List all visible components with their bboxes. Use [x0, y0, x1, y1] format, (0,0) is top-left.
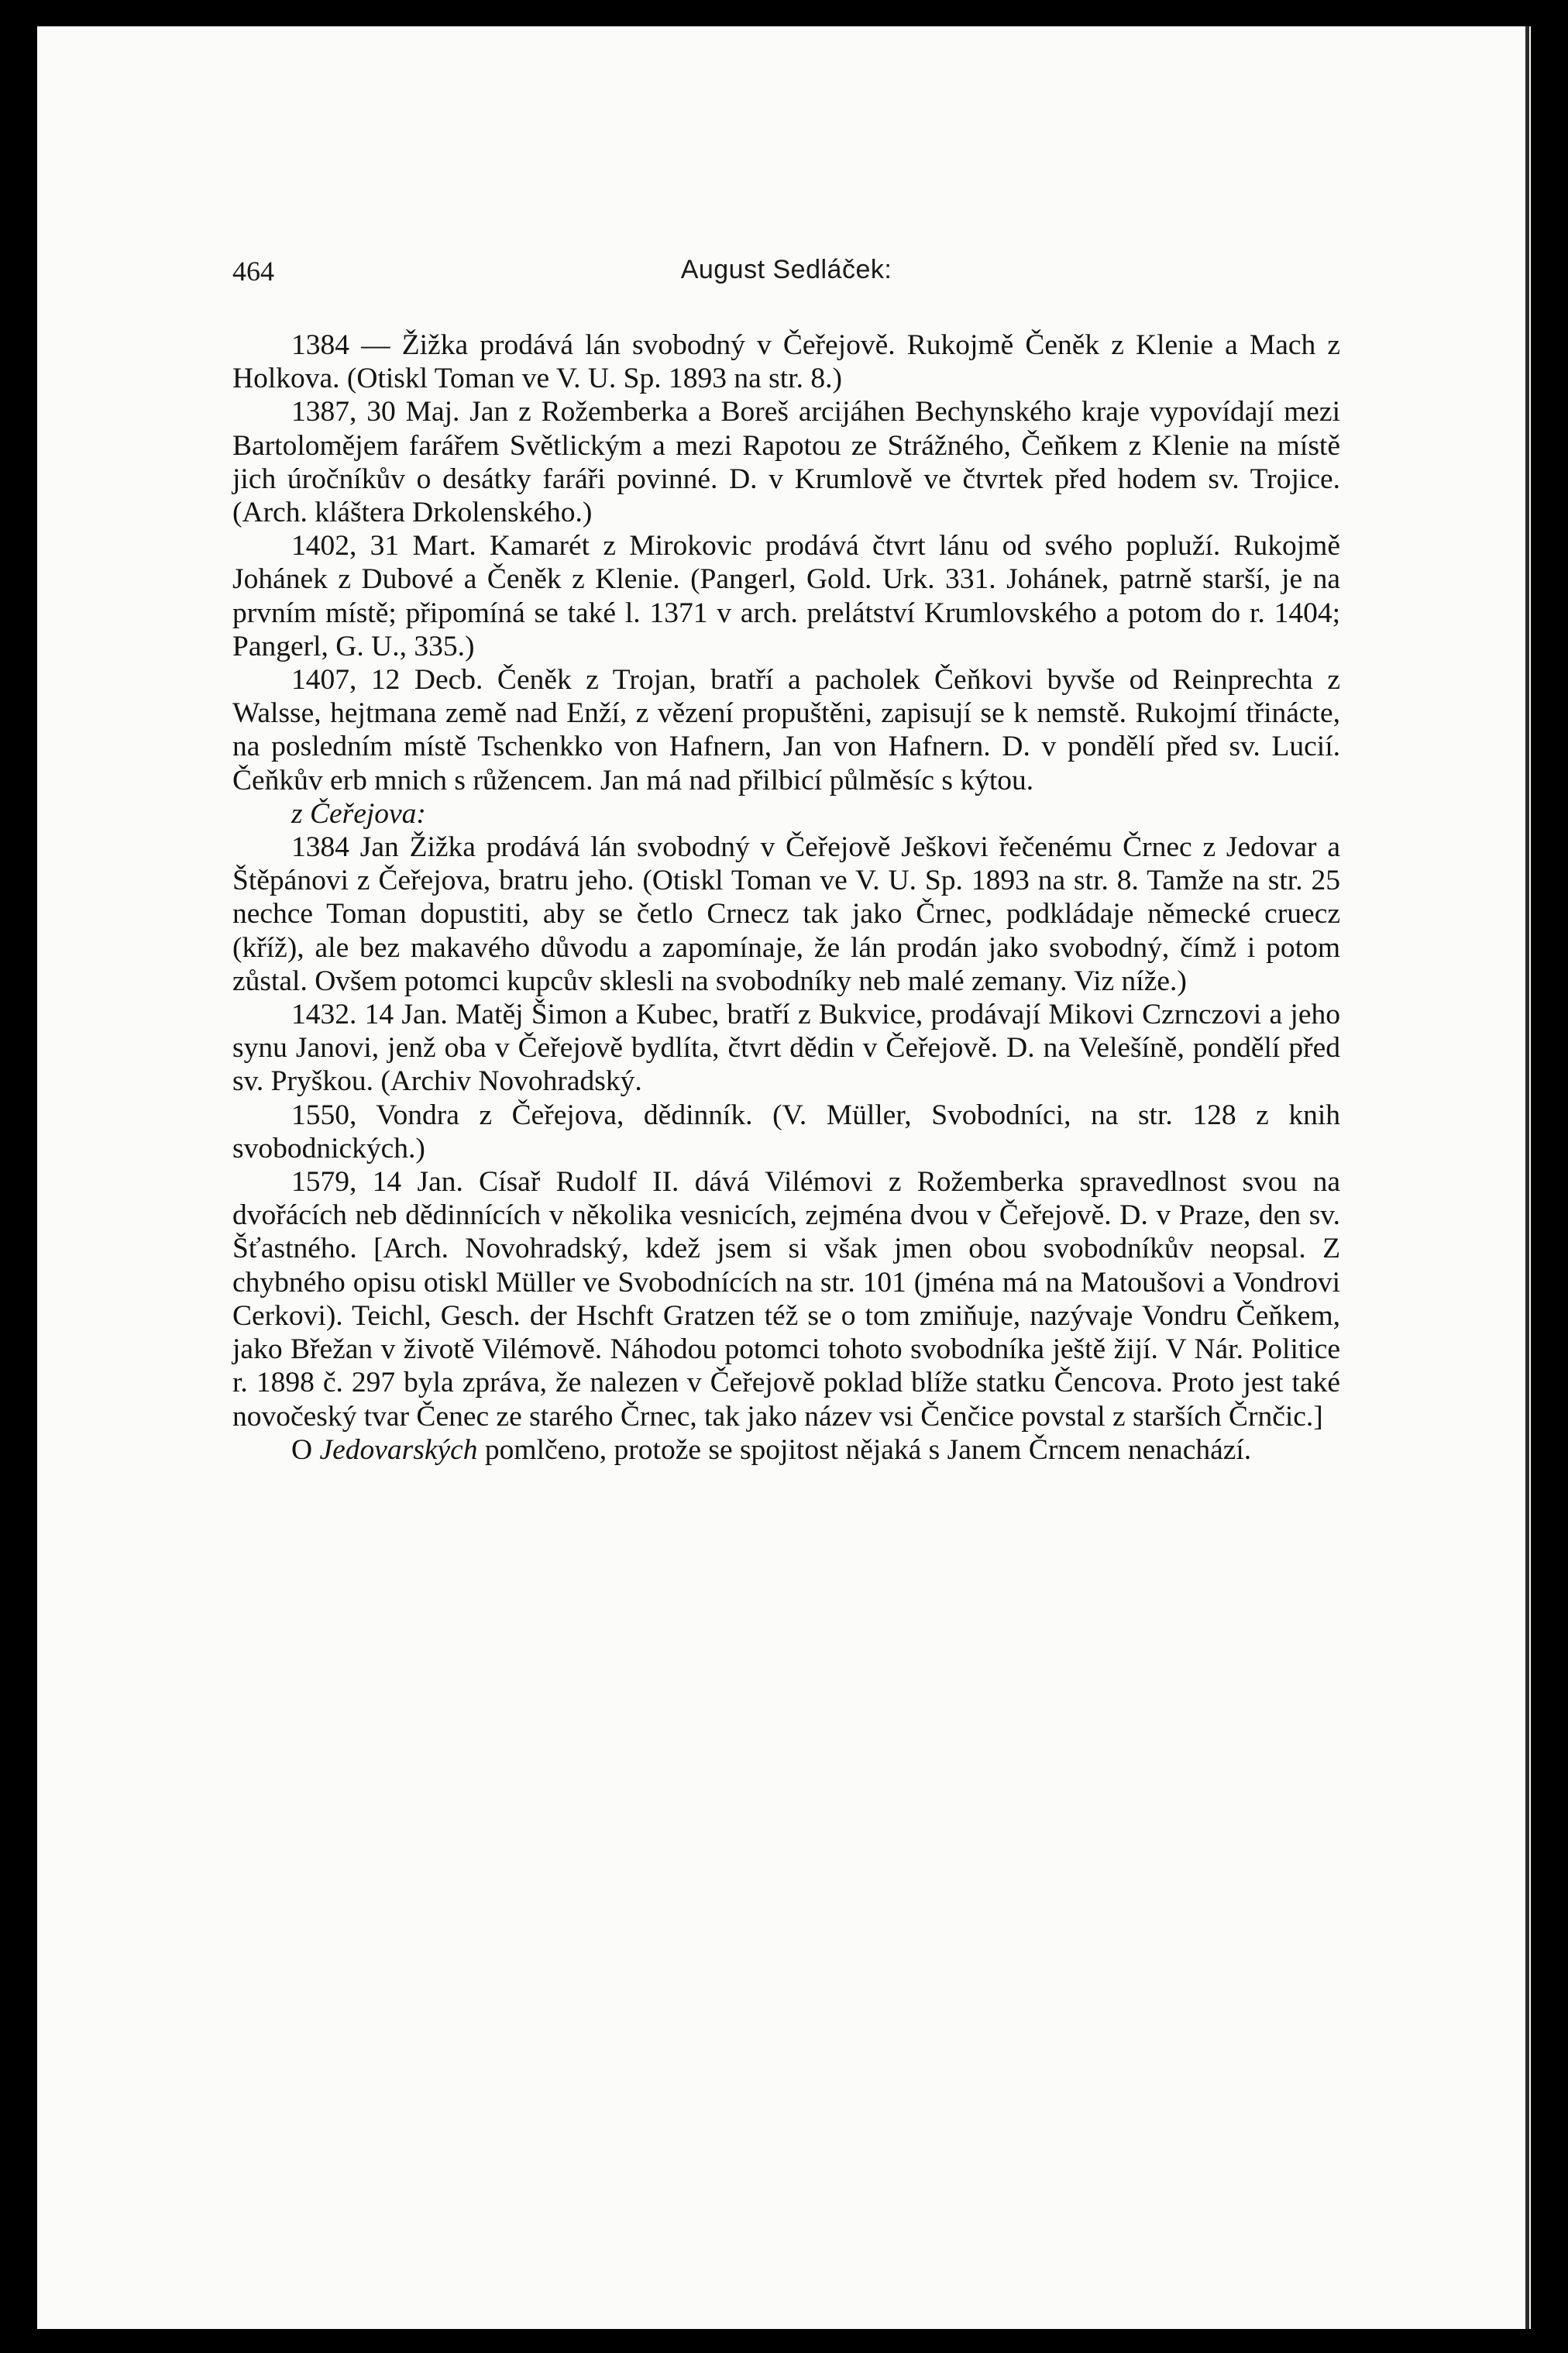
section-subheading: z Čeřejova: — [291, 797, 426, 830]
page-edge-shadow — [1525, 26, 1529, 2329]
paragraph-1384-zizka: 1384 — Žižka prodává lán svobodný v Čeřejově. Rukojmě Čeněk z Klenie a Mach z Holkova. (Otiskl Toman ve V. U. Sp. 1893 na str. 8.) — [232, 329, 1340, 395]
closing-rest: pomlčeno, protože se spojitost nějaká s Janem Črncem nenachází. — [477, 1433, 1252, 1466]
page-header — [232, 247, 1340, 294]
closing-italic-word: Jedovarských — [319, 1433, 478, 1466]
running-title: August Sedláček: — [680, 255, 892, 284]
paragraph-1384-jan-zizka: 1384 Jan Žižka prodává lán svobodný v Čeřejově Ješkovi řečenému Črnec z Jedovar a Štěpánovi z Čeřejova, bratru jeho. (Otiskl Toman ve V. U. Sp. 1893 na str. 8. Tamže na str. 25 nechce Toman dopustiti, aby se četlo Crnecz tak jako Črnec, podkládaje německé cruecz (kříž), ale bez makavého důvodu a zapomínaje, že lán prodán jako svobodný, čímž i potom zůstal. Ovšem potomci kupcův sklesli na svobodníky neb malé zemany. Viz níže.) — [232, 831, 1340, 997]
book-page — [37, 26, 1531, 2329]
page-number: 464 — [232, 256, 274, 287]
paragraph-1579: 1579, 14 Jan. Císař Rudolf II. dává Vilémovi z Rožemberka spravedlnost svou na dvořácích neb dědinnících v několika vesnicích, zejména dvou v Čeřejově. D. v Praze, den sv. Šťastného. [Arch. Novohradský, kdež jsem si však jmen obou svobodníkův neopsal. Z chybného opisu otiskl Müller ve Svobodnících na str. 101 (jména má na Matoušovi a Vondrovi Cerkovi). Teichl, Gesch. der Hschft Gratzen též se o tom zmiňuje, nazývaje Vondru Čeňkem, jako Břežan v životě Vilémově. Náhodou potomci tohoto svobodníka ještě žijí. V Nár. Politice r. 1898 č. 297 byla zpráva, že nalezen v Čeřejově poklad blíže statku Čencova. Proto jest také novočeský tvar Čenec ze starého Črnec, tak jako název vsi Čenčice povstal z starších Črnčic.] — [232, 1166, 1340, 1433]
paragraph-closing — [232, 1433, 1340, 1467]
paragraph-1387: 1387, 30 Maj. Jan z Rožemberka a Boreš arcijáhen Bechynského kraje vypovídají mezi Bartolomějem farářem Světlickým a mezi Rapotou ze Strážného, Čeňkem z Klenie na místě jich úročníkův o desátky faráři povinné. D. v Krumlově ve čtvrtek před hodem sv. Trojice. (Arch. kláštera Drkolenského.) — [232, 396, 1340, 529]
closing-prefix: O — [291, 1433, 320, 1466]
paragraph-1550: 1550, Vondra z Čeřejova, dědinník. (V. Müller, Svobodníci, na str. 128 z knih svobodnických.) — [232, 1099, 1340, 1164]
paragraph-1407: 1407, 12 Decb. Čeněk z Trojan, bratří a pacholek Čeňkovi byvše od Reinprechta z Walsse, hejtmana země nad Enží, z vězení propuštěni, zapisují se k nemstě. Rukojmí třinácte, na posledním místě Tschenkko von Hafnern, Jan von Hafnern. D. v pondělí před sv. Lucií. Čeňkův erb mnich s růžencem. Jan má nad přilbicí půlměsíc s kýtou. — [232, 664, 1340, 796]
paragraph-1402: 1402, 31 Mart. Kamarét z Mirokovic prodává čtvrt lánu od svého popluží. Rukojmě Johánek z Dubové a Čeněk z Klenie. (Pangerl, Gold. Urk. 331. Johánek, patrně starší, je na prvním místě; připomíná se také l. 1371 v arch. prelátství Krumlovského a potom do r. 1404; Pangerl, G. U., 335.) — [232, 530, 1340, 662]
paragraph-1432: 1432. 14 Jan. Matěj Šimon a Kubec, bratří z Bukvice, prodávají Mikovi Czrnczovi a jeho synu Janovi, jenž oba v Čeřejově bydlíta, čtvrt dědin v Čeřejově. D. na Velešíně, pondělí před sv. Pryškou. (Archiv Novohradský. — [232, 999, 1340, 1098]
body-text — [232, 329, 1340, 1467]
